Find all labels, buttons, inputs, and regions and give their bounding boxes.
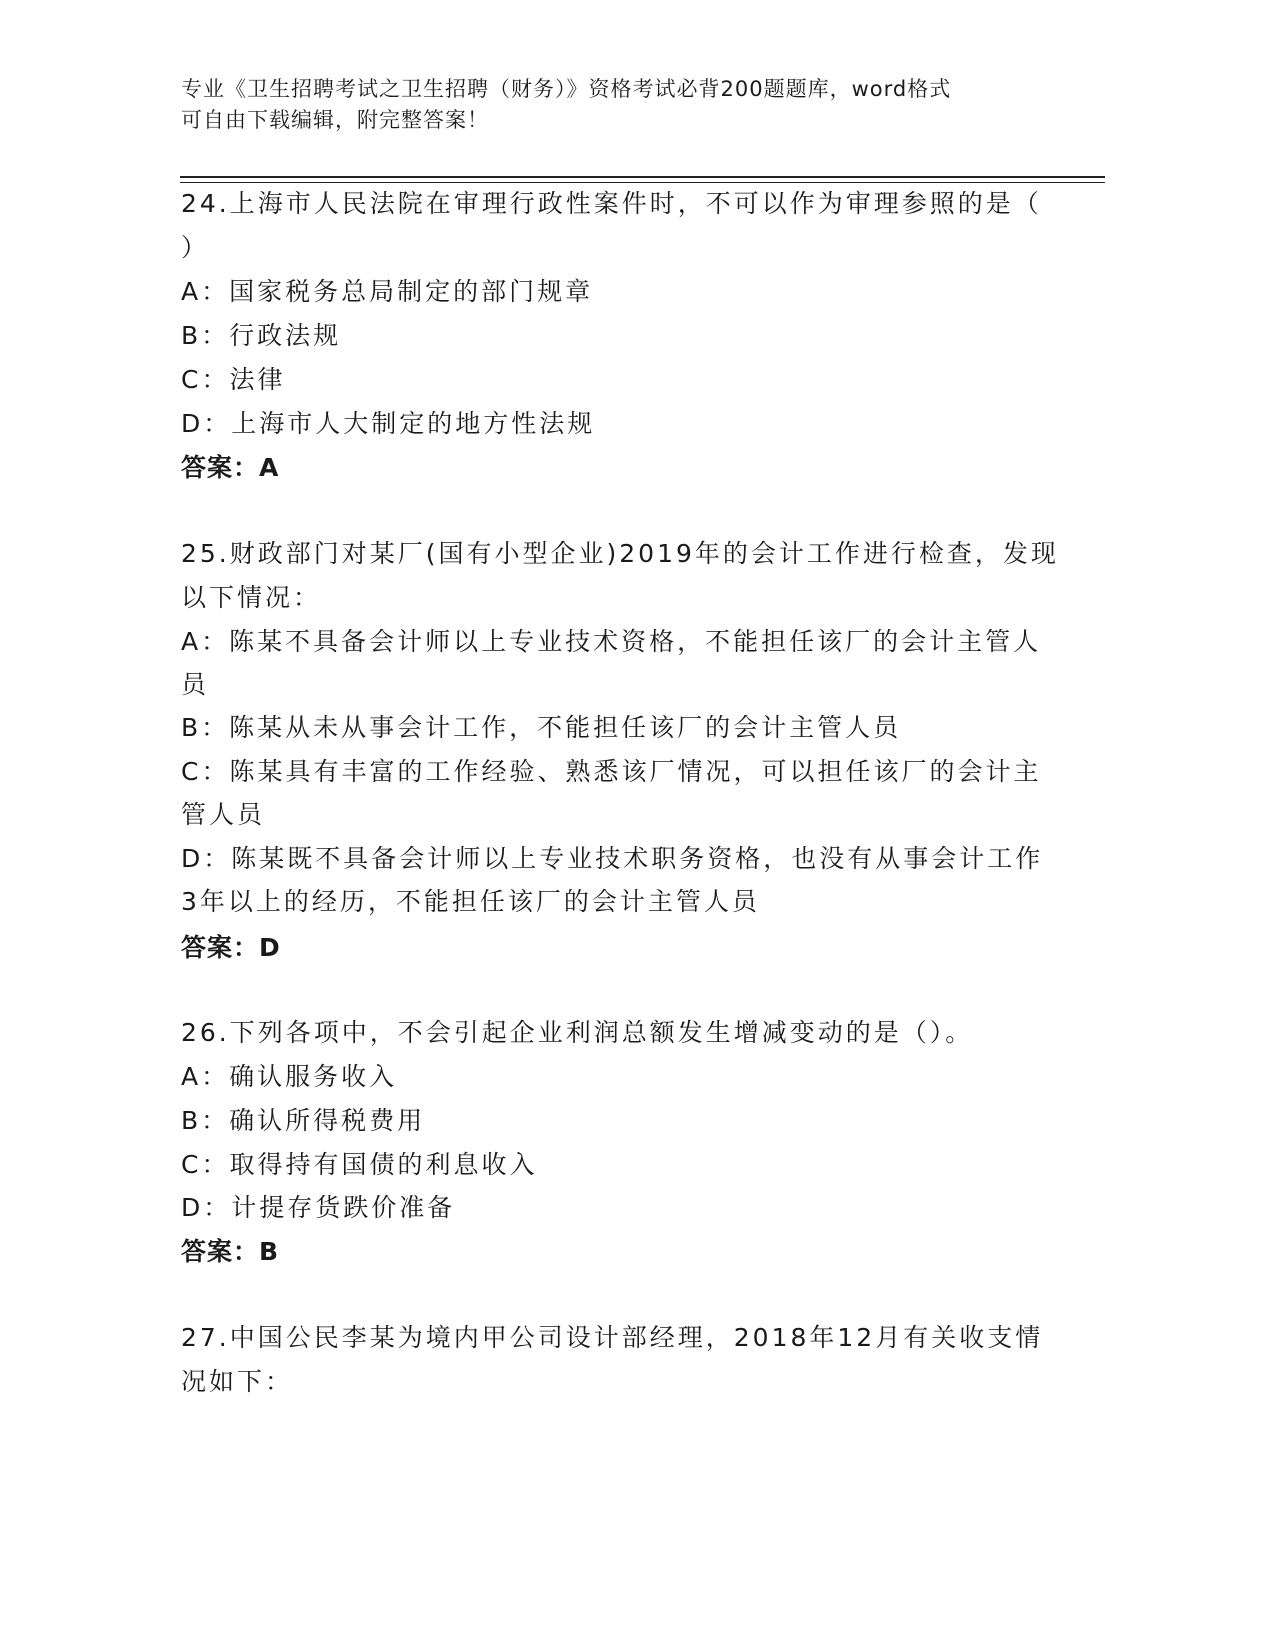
question-25-option-b: B：陈某从未从事会计工作，不能担任该厂的会计主管人员 xyxy=(181,713,902,742)
question-24-stem-line-1: 24.上海市人民法院在审理行政性案件时，不可以作为审理参照的是（ xyxy=(181,189,1042,218)
question-26-option-d: D：计提存货跌价准备 xyxy=(181,1193,456,1222)
question-25-option-c-line-2: 管人员 xyxy=(181,800,266,829)
question-26-answer: 答案：B xyxy=(181,1237,280,1266)
question-25-option-a-line-1: A：陈某不具备会计师以上专业技术资格，不能担任该厂的会计主管人 xyxy=(181,627,1042,656)
header-title-line-2: 可自由下载编辑，附完整答案！ xyxy=(181,108,489,132)
question-26-stem-line-1: 26.下列各项中，不会引起企业利润总额发生增减变动的是（）。 xyxy=(181,1018,974,1047)
question-24-option-d: D：上海市人大制定的地方性法规 xyxy=(181,409,596,438)
question-25-option-d-line-1: D：陈某既不具备会计师以上专业技术职务资格，也没有从事会计工作 xyxy=(181,844,1044,873)
question-25-option-a-line-2: 员 xyxy=(181,670,210,699)
question-25-answer: 答案：D xyxy=(181,933,281,962)
question-24-answer: 答案：A xyxy=(181,453,280,482)
question-25-stem-line-1: 25.财政部门对某厂(国有小型企业)2019年的会计工作进行检查，发现 xyxy=(181,539,1059,568)
question-26-option-b: B：确认所得税费用 xyxy=(181,1106,426,1135)
question-25-stem-line-2: 以下情况： xyxy=(181,583,322,612)
question-24-option-c: C：法律 xyxy=(181,365,286,394)
question-27-stem-line-2: 况如下： xyxy=(181,1367,294,1396)
question-25-option-c-line-1: C：陈某具有丰富的工作经验、熟悉该厂情况，可以担任该厂的会计主 xyxy=(181,757,1042,786)
question-24-stem-line-2: ） xyxy=(181,233,210,262)
header-title-line-1: 专业《卫生招聘考试之卫生招聘（财务）》资格考试必背200题题库，word格式 xyxy=(181,77,952,101)
question-24-option-b: B：行政法规 xyxy=(181,321,342,350)
question-25-option-d-line-2: 3年以上的经历，不能担任该厂的会计主管人员 xyxy=(181,887,760,916)
question-26-option-a: A：确认服务收入 xyxy=(181,1062,398,1091)
question-26-option-c: C：取得持有国债的利息收入 xyxy=(181,1150,538,1179)
question-24-option-a: A：国家税务总局制定的部门规章 xyxy=(181,277,594,306)
question-27-stem-line-1: 27.中国公民李某为境内甲公司设计部经理，2018年12月有关收支情 xyxy=(181,1323,1044,1352)
header-divider-thin xyxy=(180,182,1105,183)
header-divider-thick xyxy=(180,176,1105,178)
document-header xyxy=(181,74,1041,136)
